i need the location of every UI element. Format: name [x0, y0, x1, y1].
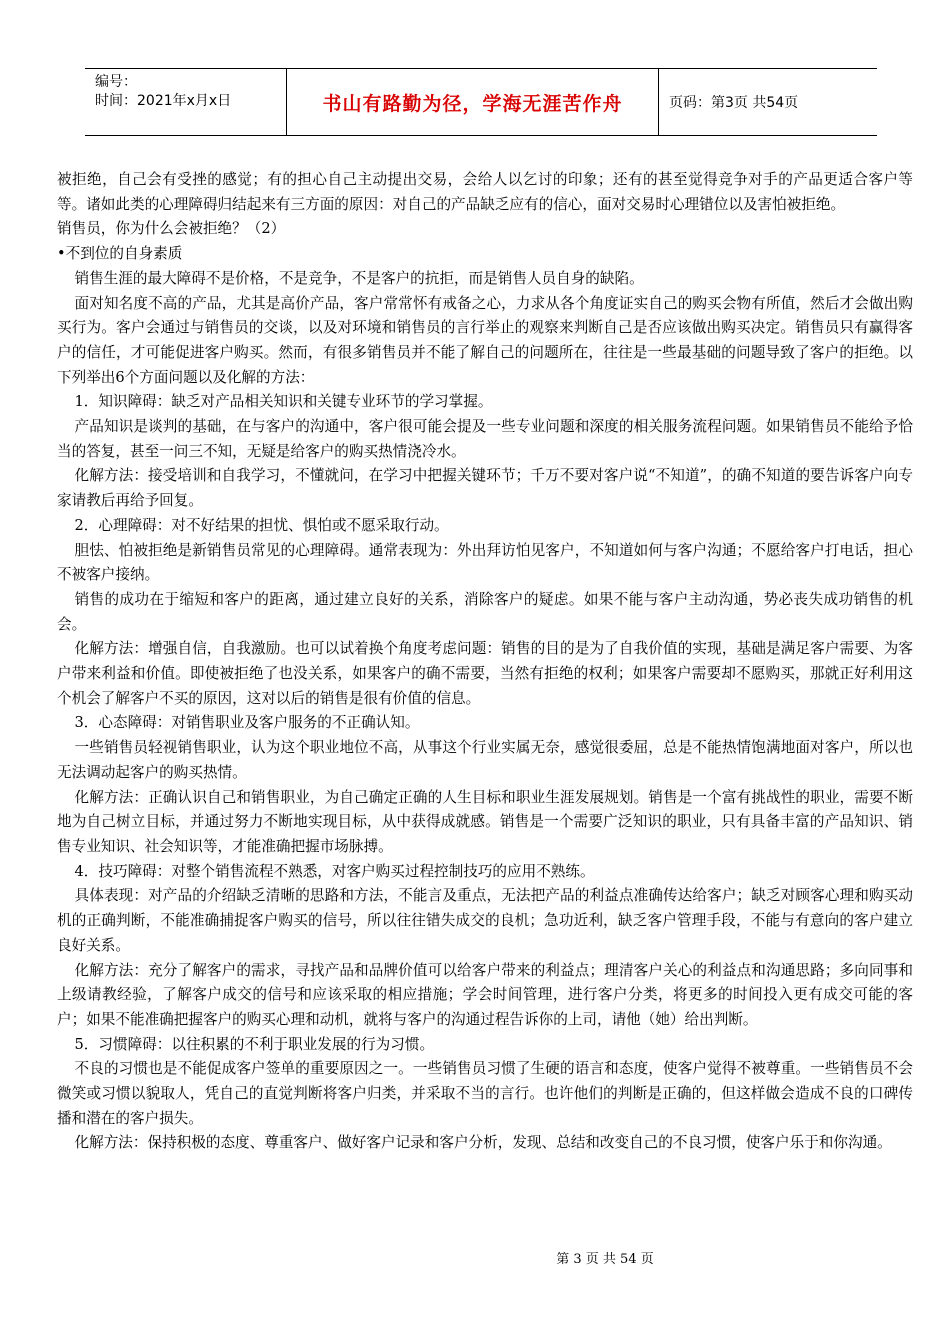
paragraph: 一些销售员轻视销售职业，认为这个职业地位不高，从事这个行业实属无奈，感觉很委屈，总是不能热情饱满地面对客户，所以也无法调动起客户的购买热情。	[57, 739, 913, 781]
paragraph: 不良的习惯也是不能促成客户签单的重要原因之一。一些销售员习惯了生硬的语言和态度，使客户觉得不被尊重。一些销售员不会微笑或习惯以貌取人，凭自己的直觉判断将客户归类，并采取不当的言行。也许他们的判断是正确的，但这样做会造成不良的口碑传播和潜在的客户损失。	[57, 1060, 913, 1127]
document-body	[57, 168, 913, 1156]
numbered-item-heading: 2．心理障碍：对不好结果的担忧、惧怕或不愿采取行动。	[74, 516, 449, 534]
paragraph-continuation: 被拒绝，自己会有受挫的感觉；有的担心自己主动提出交易，会给人以乞讨的印象；还有的甚至觉得竞争对手的产品更适合客户等等。诸如此类的心理障碍归结起来有三方面的原因：对自己的产品缺乏应有的信心，面对交易时心理错位以及害怕被拒绝。	[57, 171, 913, 213]
document-time-label: 时间：2021年x月x日	[95, 93, 232, 109]
paragraph: 具体表现：对产品的介绍缺乏清晰的思路和方法，不能言及重点，无法把产品的利益点准确传达给客户；缺乏对顾客心理和购买动机的正确判断，不能准确捕捉客户购买的信号，所以往往错失成交的良机；急功近利，缺乏客户管理手段，不能与有意向的客户建立良好关系。	[57, 887, 913, 954]
header-meta	[85, 69, 287, 135]
paragraph: 销售的成功在于缩短和客户的距离，通过建立良好的关系，消除客户的疑虑。如果不能与客户主动沟通，势必丧失成功销售的机会。	[57, 590, 913, 633]
bullet-heading: •不到位的自身素质	[57, 245, 183, 263]
document-number-label: 编号：	[95, 74, 137, 90]
paragraph: 化解方法：充分了解客户的需求，寻找产品和品牌价值可以给客户带来的利益点；理清客户关心的利益点和沟通思路；多向同事和上级请教经验，了解客户成交的信号和应该采取的相应措施；学会时间管理，进行客户分类，将更多的时间投入更有成交可能的客户；如果不能准确把握客户的购买心理和动机，就将与客户的沟通过程告诉你的上司，请他（她）给出判断。	[57, 961, 913, 1028]
paragraph: 胆怯、怕被拒绝是新销售员常见的心理障碍。通常表现为：外出拜访怕见客户，不知道如何与客户沟通；不愿给客户打电话，担心不被客户接纳。	[57, 541, 913, 584]
paragraph: 化解方法：接受培训和自我学习，不懂就问，在学习中把握关键环节；千万不要对客户说“不知道”，的确不知道的要告诉客户向专家请教后再给予回复。	[57, 467, 913, 510]
numbered-item-heading: 5．习惯障碍：以往积累的不利于职业发展的行为习惯。	[74, 1035, 435, 1053]
paragraph: 销售生涯的最大障碍不是价格，不是竞争，不是客户的抗拒，而是销售人员自身的缺陷。	[74, 269, 644, 287]
numbered-item-heading: 3．心态障碍：对销售职业及客户服务的不正确认知。	[74, 714, 420, 732]
page-footer: 第 3 页 共 54 页	[556, 1252, 654, 1267]
numbered-item-heading: 1．知识障碍：缺乏对产品相关知识和关键专业环节的学习掌握。	[74, 393, 493, 411]
section-heading: 销售员，你为什么会被拒绝？（2）	[57, 220, 286, 238]
header-page-label: 页码：第3页 共54页	[669, 95, 799, 111]
paragraph: 化解方法：保持积极的态度、尊重客户、做好客户记录和客户分析，发现、总结和改变自己的不良习惯，使客户乐于和你沟通。	[74, 1134, 892, 1152]
page-header	[85, 68, 877, 136]
header-motto: 书山有路勤为径，学海无涯苦作舟	[287, 69, 659, 135]
paragraph: 面对知名度不高的产品，尤其是高价产品，客户常常怀有戒备之心，力求从各个角度证实自己的购买会物有所值，然后才会做出购买行为。客户会通过与销售员的交谈，以及对环境和销售员的言行举止的观察来判断自己是否应该做出购买决定。销售员只有赢得客户的信任，才可能促进客户购买。然而，有很多销售员并不能了解自己的问题所在，往往是一些最基础的问题导致了客户的拒绝。以下列举出6个方面问题以及化解的方法：	[57, 294, 913, 386]
numbered-item-heading: 4．技巧障碍：对整个销售流程不熟悉，对客户购买过程控制技巧的应用不熟练。	[74, 862, 595, 880]
paragraph: 产品知识是谈判的基础，在与客户的沟通中，客户很可能会提及一些专业问题和深度的相关服务流程问题。如果销售员不能给予恰当的答复，甚至一问三不知，无疑是给客户的购买热情浇冷水。	[57, 418, 913, 460]
paragraph: 化解方法：正确认识自己和销售职业，为自己确定正确的人生目标和职业生涯发展规划。销售是一个富有挑战性的职业，需要不断地为自己树立目标，并通过努力不断地实现目标，从中获得成就感。销售是一个需要广泛知识的职业，只有具备丰富的产品知识、销售专业知识、社会知识等，才能准确把握市场脉搏。	[57, 788, 913, 855]
paragraph: 化解方法：增强自信，自我激励。也可以试着换个角度考虑问题：销售的目的是为了自我价值的实现，基础是满足客户需要、为客户带来利益和价值。即使被拒绝了也没关系，如果客户的确不需要，当然有拒绝的权利；如果客户需要却不愿购买，那就正好利用这个机会了解客户不买的原因，这对以后的销售是很有价值的信息。	[57, 640, 913, 707]
